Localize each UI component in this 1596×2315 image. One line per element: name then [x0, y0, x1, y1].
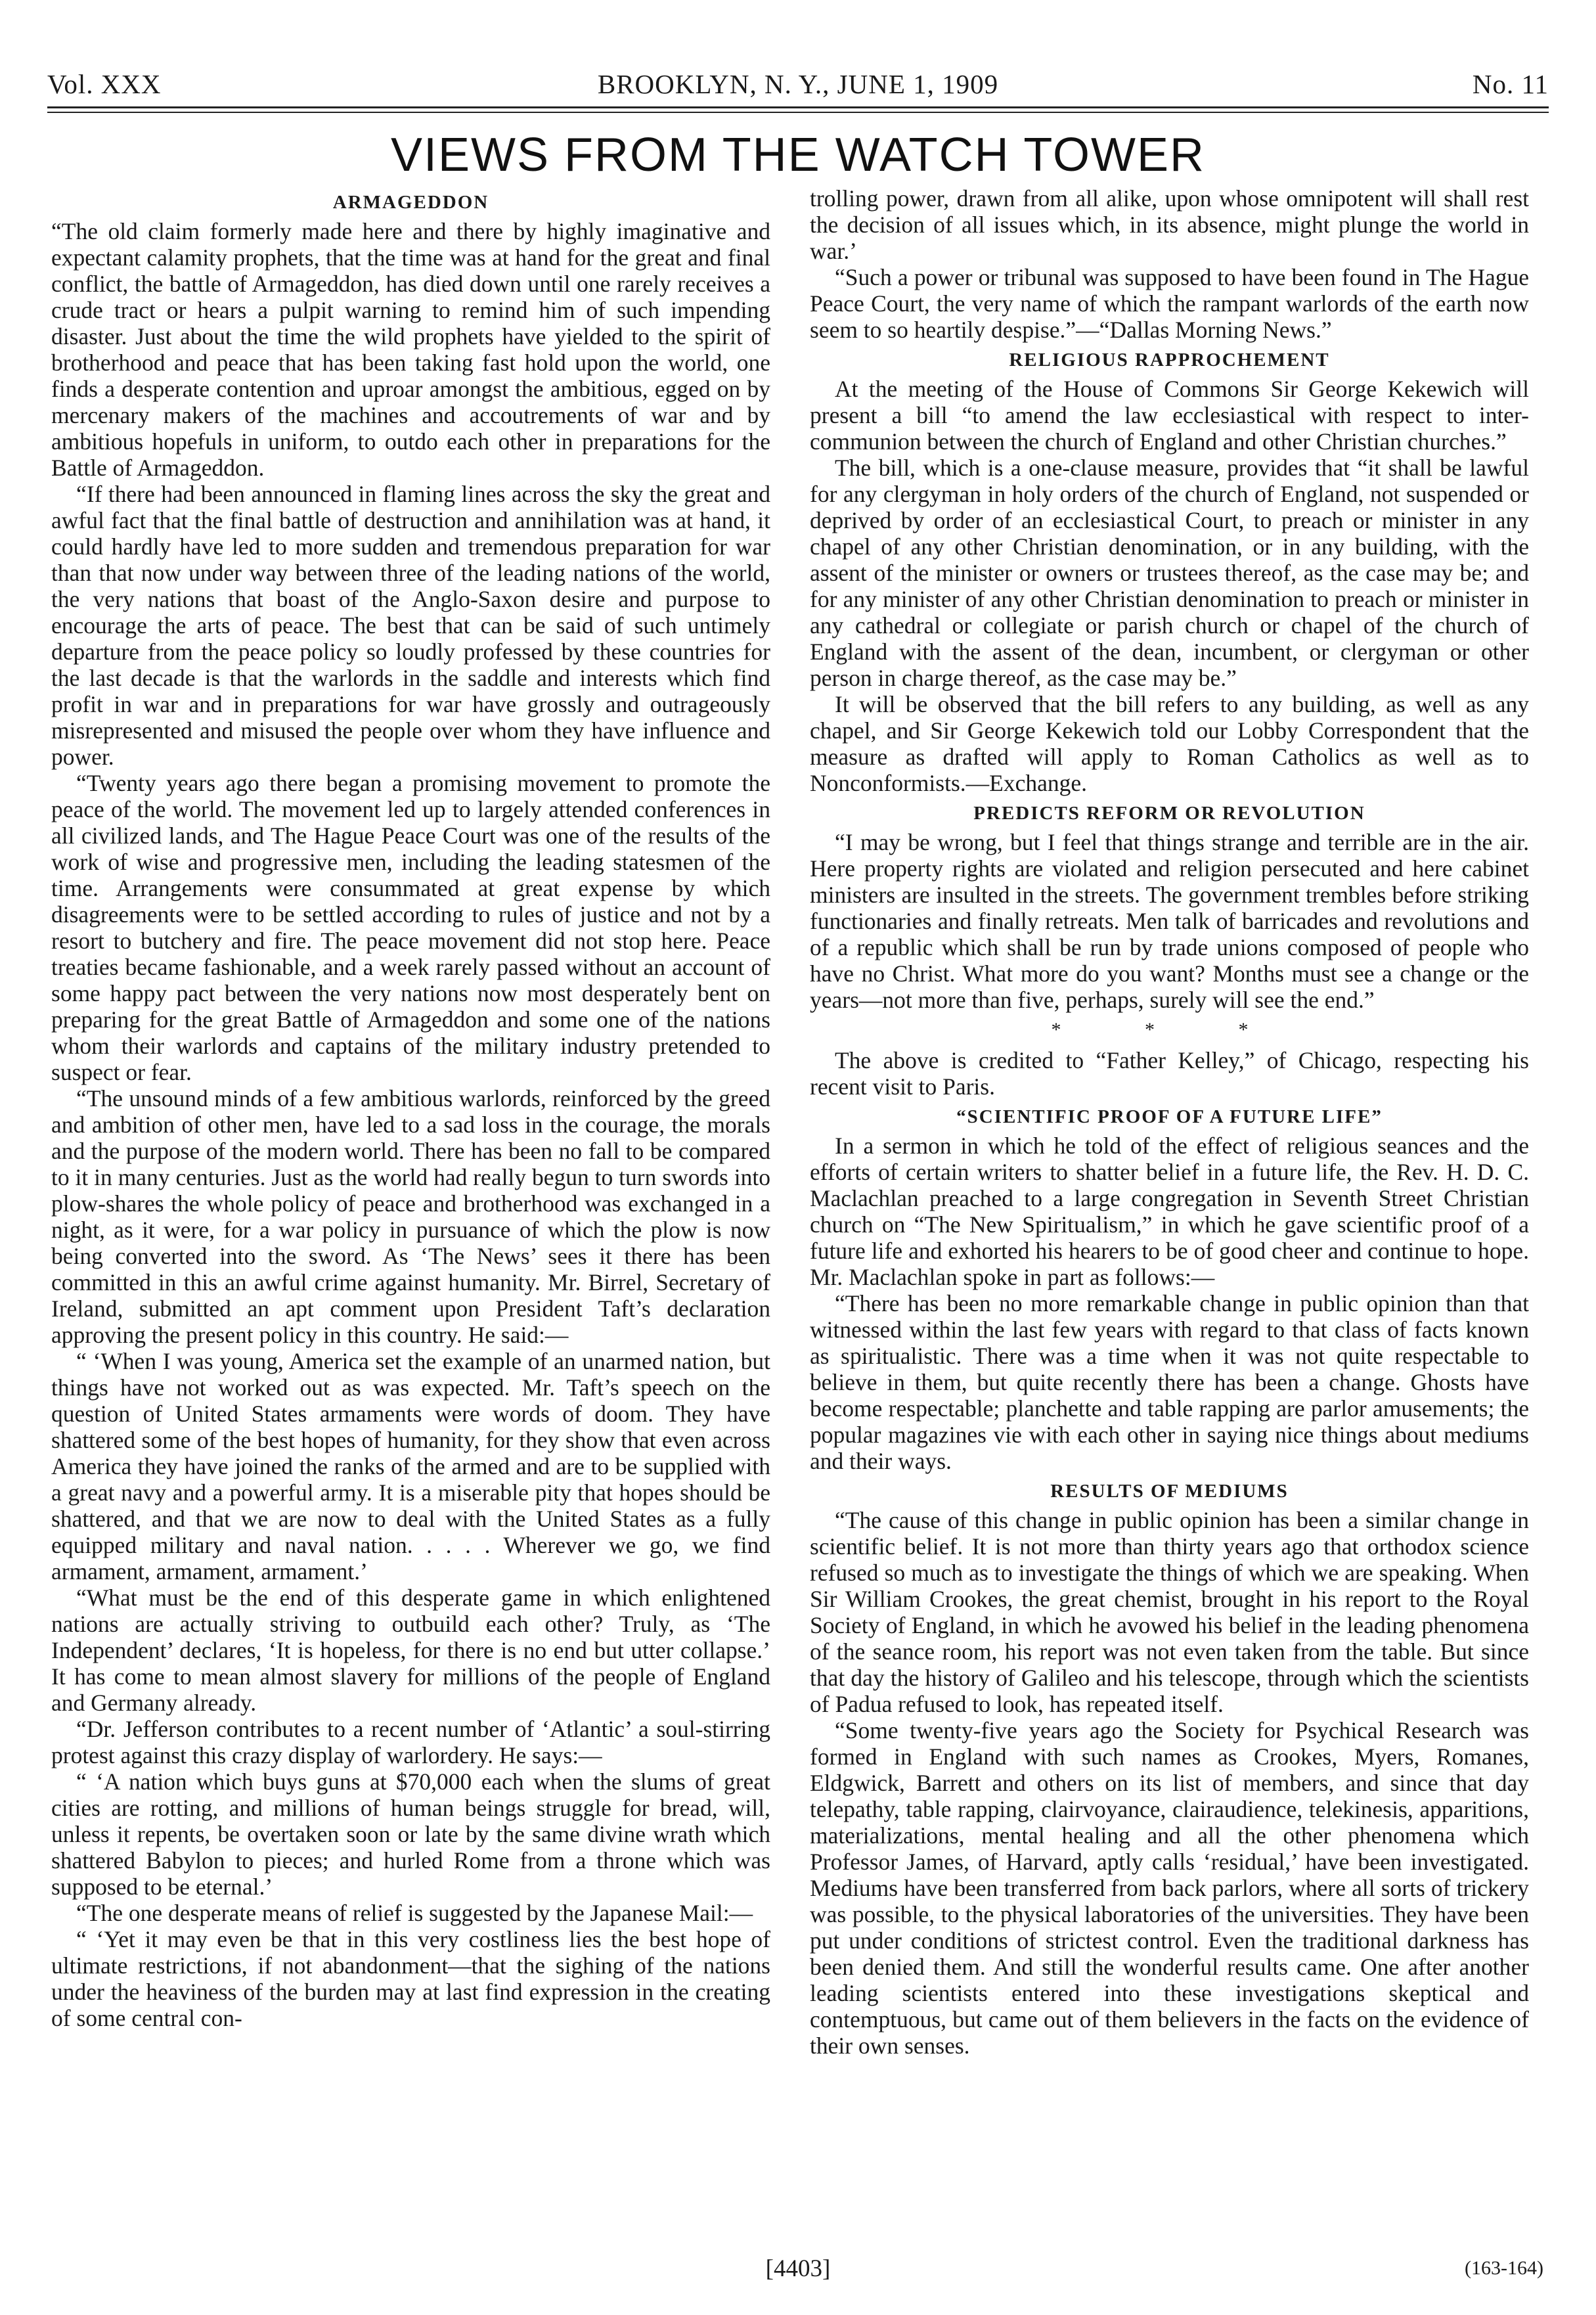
paragraph: It will be observed that the bill refers to any building, as well as any chapel, and Sir George Kekewich told our Lobby Correspondent that the measure as drafted will apply to Roman Catholics as well as to Nonconformists.—Exchange. [810, 691, 1529, 796]
paragraph: “ ‘A nation which buys guns at $70,000 each when the slums of great cities are rotting, and millions of human beings struggle for bread, will, unless it repents, be overtaken soon or late by the same divine wrath which shattered Babylon to pieces; and hurled Rome from a throne which was supposed to be eternal.’ [51, 1768, 770, 1900]
page-range: (163-164) [1465, 2257, 1543, 2279]
paragraph: “The old claim formerly made here and there by highly imaginative and expectant calamity prophets, that the time was at hand for the great and final conflict, the battle of Armageddon, has died down until one rarely receives a crude tract or hears a pulpit warning to remind him of such impending disaster. Just about the time the wild prophets have yielded to the spirit of brotherhood and peace that has been taking fast hold upon the world, one finds a desperate contention and uproar amongst the ambitious, egged on by mercenary makers of the machines and accoutrements of war and by ambitious hopefuls in uniform, to outdo each other in preparations for the Battle of Armageddon. [51, 218, 770, 481]
section-heading-rapprochement: RELIGIOUS RAPPROCHEMENT [1009, 349, 1330, 371]
section-heading-scientific: “SCIENTIFIC PROOF OF A FUTURE LIFE” [956, 1106, 1383, 1127]
issue-number: No. 11 [1472, 69, 1549, 99]
paragraph: “I may be wrong, but I feel that things strange and terrible are in the air. Here property rights are violated and religion persecuted and here cabinet ministers are insulted in the streets. The government trembles before striking functionaries and finally retreats. Men talk of barricades and revolutions and of a republic which shall be run by trade unions composed of people who have no Christ. What more do you want? Months must see a change or the years—not more than five, perhaps, surely will see the end.” [810, 829, 1529, 1013]
left-column [51, 185, 770, 2031]
paragraph: “ ‘When I was young, America set the example of an unarmed nation, but things have not worked out as was expected. Mr. Taft’s speech on the question of United States armaments were words of doom. They have shattered some of the best hopes of humanity, for they show that even across America they have joined the ranks of the armed and are to be supplied with a great navy and a powerful army. It is a miserable pity that hopes should be shattered, and that we are now to deal with the United States as a fully equipped military and naval nation. . . . . Wherever we go, we find armament, armament, armament.’ [51, 1348, 770, 1585]
paragraph: “The one desperate means of relief is suggested by the Japanese Mail:— [76, 1900, 753, 1926]
paragraph: The above is credited to “Father Kelley,” of Chicago, respecting his recent visit to Paris. [810, 1047, 1529, 1100]
paragraph: trolling power, drawn from all alike, upon whose omnipotent will shall rest the decision of all issues which, in its absence, might plunge the world in war.’ [810, 185, 1529, 264]
section-heading-armageddon: ARMAGEDDON [332, 192, 489, 213]
running-head [47, 68, 1549, 105]
volume-label: Vol. XXX [47, 69, 162, 99]
section-heading-mediums: RESULTS OF MEDIUMS [1050, 1481, 1289, 1502]
paragraph: “ ‘Yet it may even be that in this very costliness lies the best hope of ultimate restrictions, if not abandonment—that the sighing of the nations under the heaviness of the burden may at last find expression in the creating of some central con- [51, 1926, 770, 2031]
paragraph: “What must be the end of this desperate game in which enlightened nations are actually striving to outbuild each other? Truly, as ‘The Independent’ declares, ‘It is hopeless, for there is no end but utter collapse.’ It has come to mean almost slavery for millions of the people of England and Germany already. [51, 1585, 770, 1716]
place-date: BROOKLYN, N. Y., JUNE 1, 1909 [597, 69, 999, 99]
right-column [810, 185, 1529, 2059]
paragraph: “Twenty years ago there began a promising movement to promote the peace of the world. The movement led up to largely attended conferences in all civilized lands, and The Hague Peace Court was one of the results of the work of wise and progressive men, including the leading statesmen of the time. Arrangements were consummated at great expense by which disagreements were to be settled according to rules of justice and not by a resort to butchery and fire. The peace movement did not stop here. Peace treaties became fashionable, and a week rarely passed without an account of some happy pact between the very nations now most desperately bent on preparing for the great Battle of Armageddon and some one of the nations whom their warlords and captains of the military industry pretended to suspect or fear. [51, 770, 770, 1085]
header-rule-thin [47, 112, 1549, 113]
paragraph: The bill, which is a one-clause measure, provides that “it shall be lawful for any clergyman in holy orders of the church of England, not suspended or deprived by order of an ecclesiastical Court, to preach or minister in any chapel of any other Christian denomination, or in any building, with the assent of the minister or owners or trustees thereof, as the case may be; and for any minister of any other Christian denomination to preach or minister in any cathedral or collegiate or parish church or chapel of the church of England with the assent of the dean, incumbent, or clergyman or other person in charge thereof, as the case may be.” [810, 455, 1529, 691]
paragraph: “The unsound minds of a few ambitious warlords, reinforced by the greed and ambition of other men, have led to a sad loss in the courage, the morals and the purpose of the modern world. There has been no fall to be compared to it in many centuries. Just as the world had really begun to turn swords into plow-shares the whole policy of peace and brotherhood was exchanged in a night, as it were, for a war policy in pursuance of which the plow is now being converted into the sword. As ‘The News’ sees it there has been committed in this an awful crime against humanity. Mr. Birrel, Secretary of Ireland, submitted an apt comment upon President Taft’s declaration approving the present policy in this country. He said:— [51, 1085, 770, 1348]
paragraph: “The cause of this change in public opinion has been a similar change in scientific belief. It is not more than thirty years ago that orthodox science refused so much as to investigate the things of which we are speaking. When Sir William Crookes, the great chemist, brought in his report to the Royal Society of England, in which he avowed his belief in the leading phenomena of the seance room, his report was not even taken from the table. But since that day the history of Galileo and his telescope, through which the scientists of Padua refused to look, has repeated itself. [810, 1507, 1529, 1717]
paragraph: At the meeting of the House of Commons Sir George Kekewich will present a bill “to amend the law ecclesiastical with respect to inter-communion between the church of England and other Christian churches.” [810, 376, 1529, 455]
paragraph: “There has been no more remarkable change in public opinion than that witnessed within the last few years with regard to that class of facts known as spiritualistic. There was a time when it was not quite respectable to believe in them, but quite recently there has been a change. Ghosts have become respectable; planchette and table rapping are parlor amusements; the popular magazines vie with each other in saying nice things about mediums and their ways. [810, 1290, 1529, 1474]
page-title: VIEWS FROM THE WATCH TOWER [391, 129, 1205, 181]
paragraph: “If there had been announced in flaming lines across the sky the great and awful fact that the final battle of destruction and annihilation was at hand, it could hardly have led to more sudden and tremendous preparation for war than that now under way between three of the leading nations of the world, the very nations that boast of the Anglo-Saxon desire and purpose to encourage the arts of peace. The best that can be said of such untimely departure from the peace policy so loudly professed by these countries for the last decade is that the warlords in the saddle and interests which find profit in war and in preparations for war have grossly and outrageously misrepresented and misused the people over whom they have influence and power. [51, 481, 770, 770]
page-folio: [4403] [765, 2255, 831, 2282]
paragraph: “Such a power or tribunal was supposed to have been found in The Hague Peace Court, the very name of which the rampant warlords of the earth now seem to so heartily despise.”—“Dallas Morning News.” [810, 264, 1529, 343]
paragraph: “Some twenty-five years ago the Society for Psychical Research was formed in England with such names as Crookes, Myers, Romanes, Eldgwick, Barrett and others on its list of members, and since that day telepathy, table rapping, clairvoyance, clairaudience, telekinesis, apparitions, materializations, mental healing and all the other phenomena which Professor James, of Harvard, aptly calls ‘residual,’ have been investigated. Mediums have been transferred from back parlors, where all sorts of trickery was possible, to the physical laboratories of the universities. They have been put under conditions of strictest control. Even the traditional darkness has been denied them. And still the wonderful results came. One after another leading scientists entered into these investigations skeptical and contemptuous, but came out of them believers in the facts on the evidence of their own senses. [810, 1717, 1529, 2059]
section-separator-stars: * * * [1051, 1019, 1288, 1041]
paragraph: “Dr. Jefferson contributes to a recent number of ‘Atlantic’ a soul-stirring protest against this crazy display of warlordery. He says:— [51, 1716, 770, 1768]
header-rule [47, 106, 1549, 108]
paragraph: In a sermon in which he told of the effect of religious seances and the efforts of certain writers to shatter belief in a future life, the Rev. H. D. C. Maclachlan preached to a large congregation in Seventh Street Christian church on “The New Spiritualism,” in which he gave scientific proof of a future life and exhorted his hearers to be of good cheer and continue to hope. Mr. Maclachlan spoke in part as follows:— [810, 1133, 1529, 1290]
section-heading-predicts: PREDICTS REFORM OR REVOLUTION [973, 803, 1365, 824]
